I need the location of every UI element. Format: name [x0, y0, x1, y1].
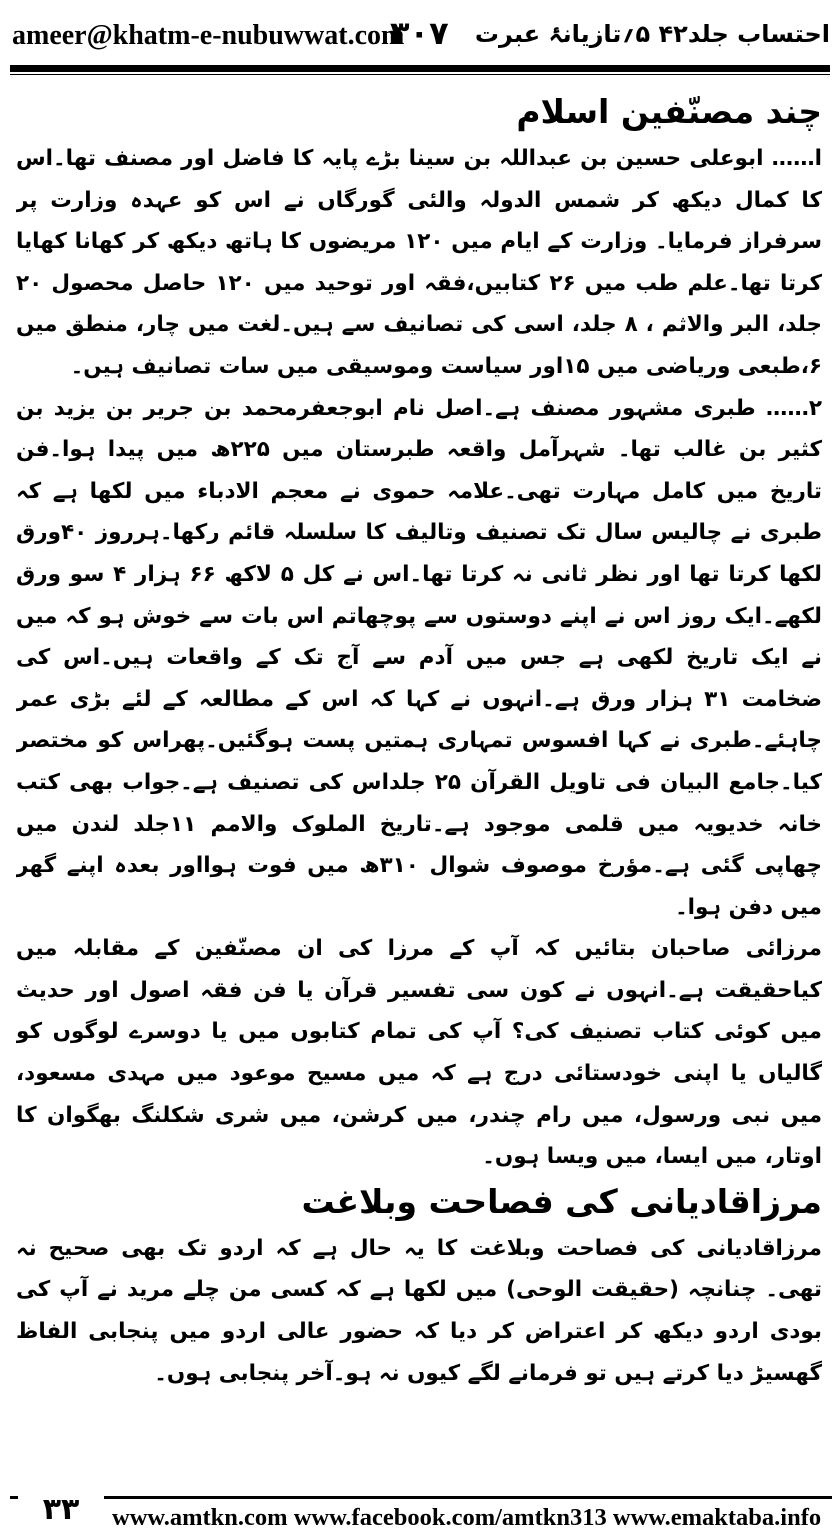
page-header — [0, 0, 840, 70]
header-email: ameer@khatm-e-nubuwwat.com — [12, 20, 405, 51]
footer-links: www.amtkn.com www.facebook.com/amtkn313 www.emaktaba.info — [112, 1504, 822, 1531]
header-rule — [10, 65, 830, 75]
page-body — [16, 88, 822, 1463]
footer-page-number: ۳۳ — [18, 1492, 104, 1532]
paragraph-tabari: ۲…… طبری مشہور مصنف ہے۔اصل نام ابوجعفرمحمد بن جریر بن یزید بن کثیر بن غالب تھا۔ شہرآمل واقعہ طبرستان میں ۲۲۵ھ میں پیدا ہوا۔فن تاریخ میں کامل مہارت تھی۔علامہ حموی نے معجم الادباء میں لکھا ہے کہ طبری نے چالیس سال تک تصنیف وتالیف کا سلسلہ قائم رکھا۔ہرروز ۴۰ورق لکھا کرتا تھا اور نظر ثانی نہ کرتا تھا۔اس نے کل ۵ لاکھ ۶۶ ہزار ۴ سو ورق لکھے۔ایک روز اس نے اپنے دوستوں سے پوچھاتم اس بات سے خوش ہو کہ میں نے ایک تاریخ لکھی ہے جس میں آدم سے آج تک کے واقعات ہیں۔اس کی ضخامت ۳۱ ہزار ورق ہے۔انہوں نے کہا کہ اس کے مطالعہ کے لئے بڑی عمر چاہئے۔طبری نے کہا افسوس تمہاری ہمتیں پست ہوگئیں۔پھراس کو مختصر کیا۔جامع البیان فی تاویل القرآن ۲۵ جلداس کی تصنیف ہے۔جواب بھی کتب خانہ خدیویہ میں قلمی موجود ہے۔تاریخ الملوک والامم ۱۱جلد لندن میں چھاپی گئی ہے۔مؤرخ موصوف شوال ۳۱۰ھ میں فوت ہوااور بعدہ اپنے گھر میں دفن ہوا۔ — [16, 395, 822, 920]
section-heading-muslim-authors: چند مصنّفین اسلام — [516, 92, 822, 131]
section-heading-eloquence: مرزاقادیانی کی فصاحت وبلاغت — [301, 1181, 822, 1221]
header-page-number: ۳۰۷ — [390, 14, 449, 52]
paragraph-ibn-sina: ا…… ابوعلی حسین بن عبداللہ بن سینا بڑے پایہ کا فاضل اور مصنف تھا۔اس کا کمال دیکھ کر شمس الدولہ والئی گورگاں نے اس کو عہدہ وزارت پر سرفراز فرمایا۔ وزارت کے ایام میں ۱۲۰ مریضوں کا ہاتھ دیکھ کر کھانا کھایا کرتا تھا۔علم طب میں ۲۶ کتابیں،فقہ اور توحید میں ۱۲۰ حاصل محصول ۲۰ جلد، البر والاثم ، ۸ جلد، اسی کی تصانیف سے ہیں۔لغت میں چار، منطق میں ۶،طبعی وریاضی میں ۱۵اور سیاست وموسیقی میں سات تصانیف ہیں۔ — [16, 146, 822, 379]
page-footer — [10, 1492, 832, 1536]
header-running-title: احتساب جلد۴۲ ۵؍تازیانۂ عبرت — [474, 20, 830, 48]
footer-rule — [10, 1496, 832, 1499]
paragraph-mirzai-question: مرزائی صاحبان بتائیں کہ آپ کے مرزا کی ان مصنّفین کے مقابلہ میں کیاحقیقت ہے۔انہوں نے کون سی تفسیر قرآن یا فن فقہ اصول اور حدیث میں کوئی کتاب تصنیف کی؟ آپ کی تمام کتابوں میں یا دوسرے لوگوں کو گالیاں یا اپنی خودستائی درج ہے کہ میں مسیح موعود میں مہدی مسعود، میں نبی ورسول، میں رام چندر، میں کرشن، میں شری شکلنگ بھگوان کا اوتار، میں ایسا، میں ویسا ہوں۔ — [16, 936, 822, 1170]
paragraph-eloquence: مرزاقادیانی کی فصاحت وبلاغت کا یہ حال ہے کہ اردو تک بھی صحیح نہ تھی۔ چنانچہ (حقیقت الوحی) میں لکھا ہے کہ کسی من چلے مرید نے آپ کی بودی اردو دیکھ کر اعتراض کر دیا کہ حضور عالی اردو میں پنجابی الفاظ گھسیڑ دیا کرتے ہیں تو فرمانے لگے کیوں نہ ہو۔آخر پنجابی ہوں۔ — [16, 1235, 822, 1386]
